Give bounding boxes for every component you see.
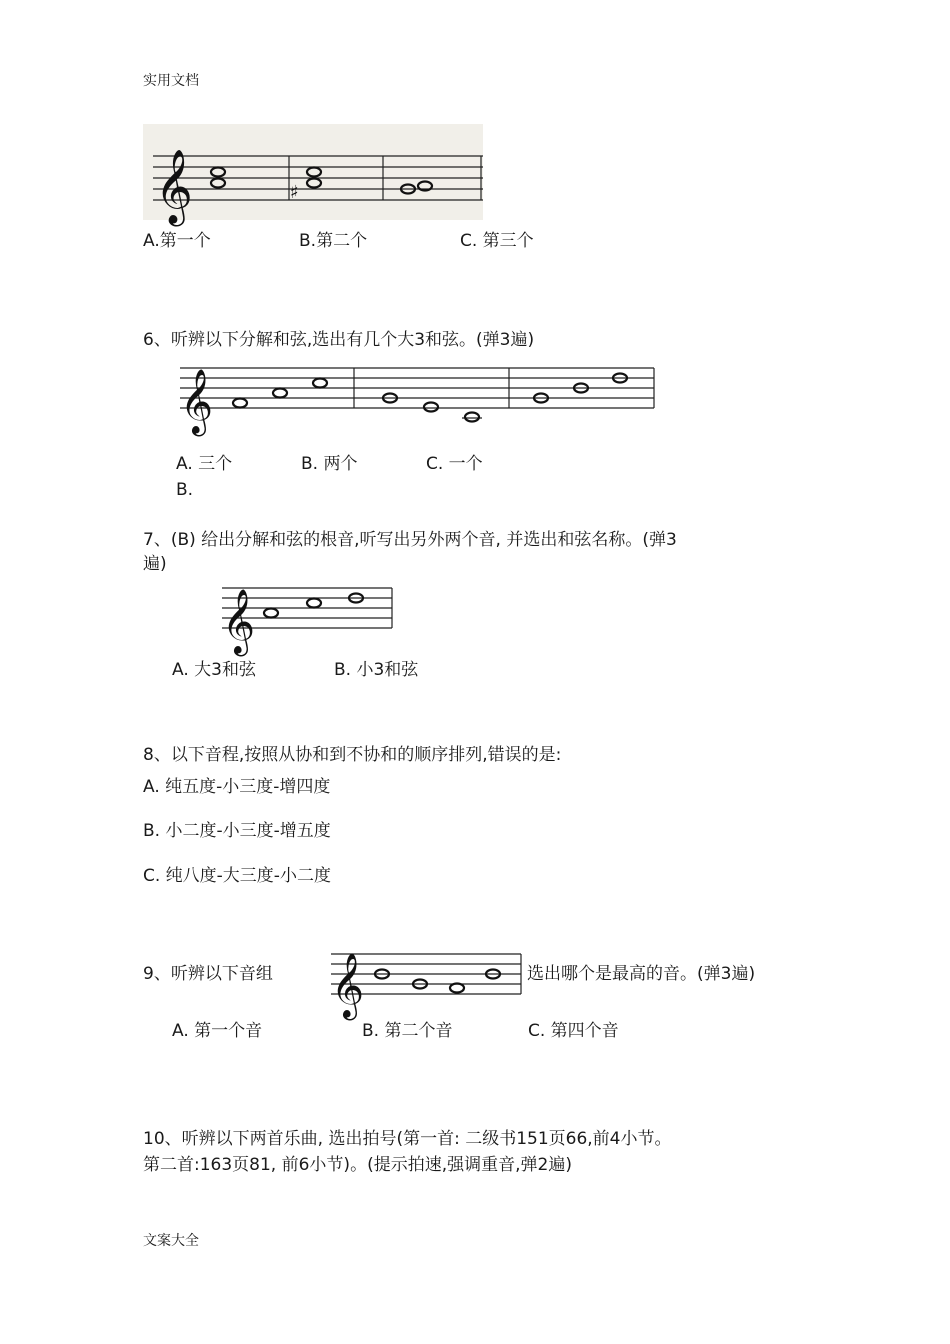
sharp-icon: ♯ [290, 182, 299, 203]
q7-option-b: B. 小3和弦 [334, 660, 419, 680]
q6-question: 6、听辨以下分解和弦,选出有几个大3和弦。(弹3遍) [143, 330, 535, 350]
q5-option-c: C. 第三个 [460, 231, 534, 251]
treble-clef-icon: 𝄞 [155, 150, 193, 224]
q8-option-c: C. 纯八度-大三度-小二度 [143, 866, 331, 886]
q9-question-right: 选出哪个是最高的音。(弹3遍) [527, 964, 756, 984]
q8-option-a: A. 纯五度-小三度-增四度 [143, 777, 331, 797]
treble-clef-icon: 𝄞 [331, 953, 365, 1018]
q9-staff-figure [331, 946, 523, 1018]
q8-question: 8、以下音程,按照从协和到不协和的顺序排列,错误的是: [143, 745, 562, 765]
q8-option-b: B. 小二度-小三度-增五度 [143, 821, 331, 841]
q7-question-line1: 7、(B) 给出分解和弦的根音,听写出另外两个音, 并选出和弦名称。(弹3 [143, 530, 677, 550]
q7-staff-figure [222, 580, 394, 654]
q9-option-b: B. 第二个音 [362, 1021, 453, 1041]
q9-option-a: A. 第一个音 [172, 1021, 263, 1041]
page-footer: 文案大全 [143, 1233, 199, 1249]
q6-option-a: A. 三个 [176, 454, 233, 474]
q6-answer: B. [176, 480, 194, 500]
q7-option-a: A. 大3和弦 [172, 660, 256, 680]
q5-option-a: A.第一个 [143, 231, 211, 251]
q10-line2: 第二首:163页81, 前6小节)。(提示拍速,强调重音,弹2遍) [143, 1155, 572, 1175]
q5-staff-figure [143, 124, 483, 224]
q10-line1: 10、听辨以下两首乐曲, 选出拍号(第一首: 二级书151页66,前4小节。 [143, 1129, 672, 1149]
q9-option-c: C. 第四个音 [528, 1021, 619, 1041]
q5-option-b: B.第二个 [299, 231, 368, 251]
q9-question-left: 9、听辨以下音组 [143, 964, 273, 984]
treble-clef-icon: 𝄞 [180, 369, 214, 434]
q6-option-c: C. 一个 [426, 454, 483, 474]
q7-question-line2: 遍) [143, 554, 167, 574]
treble-clef-icon: 𝄞 [222, 589, 256, 654]
q6-staff-figure [176, 360, 656, 434]
q6-option-b: B. 两个 [301, 454, 358, 474]
page-header: 实用文档 [143, 73, 199, 89]
